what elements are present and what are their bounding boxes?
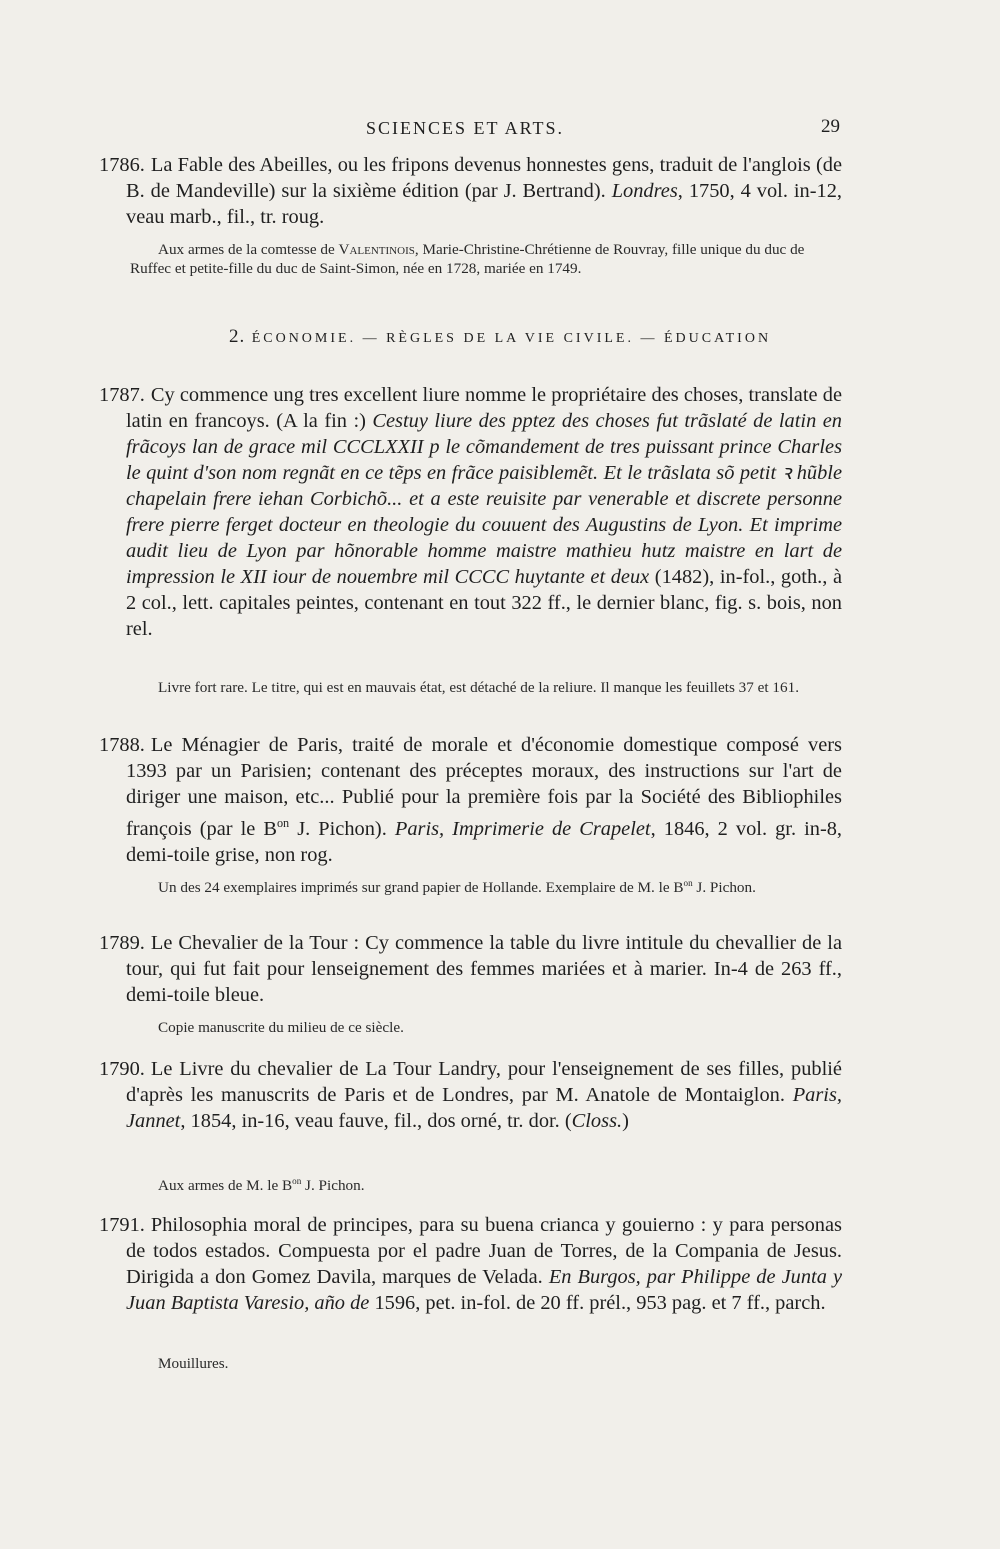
entry-1790: 1790. Le Livre du chevalier de La Tour Landry, pour l'enseignement de ses filles, publié d'après les manuscrits de Paris et de Londres, par M. Anatole de Montaiglon. Paris, Jannet, 1854, in-16, veau fauve, fil., dos orné, tr. dor. (Closs.) <box>99 1058 842 1132</box>
entry-note: Aux armes de M. le $B^{on}$ J. Pichon. <box>158 1176 365 1195</box>
entry-note: Un des 24 exemplaires imprimés sur grand papier de Hollande. Exemplaire de M. le $B^{on}$ J. Pichon. <box>158 878 756 897</box>
entry-1789: 1789. Le Chevalier de la Tour : Cy commence la table du livre intitule du chevallier de la tour, qui fut fait pour lenseignement des femmes mariées et à marier. In-4 de 263 ff., demi-toile bleue. <box>99 932 842 1006</box>
entry-note: Copie manuscrite du milieu de ce siècle. <box>158 1019 404 1036</box>
page-number: 29 <box>821 116 840 137</box>
entry-number: 1787. <box>99 384 145 406</box>
section-title: ÉCONOMIE. — RÈGLES DE LA VIE CIVILE. — ÉDUCATION <box>251 331 772 346</box>
entry-1786: 1786. La Fable des Abeilles, ou les fripons devenus honnestes gens, traduit de l'anglois (de B. de Mandeville) sur la sixième édition (par J. Bertrand). Londres, 1750, 4 vol. in-12, veau marb., fil., tr. roug. <box>99 154 842 228</box>
entry-1787: 1787. Cy commence ung tres excellent liure nomme le propriétaire des choses, translate de latin en francoys. (A la fin :) Cestuy liure des pptez des choses fut trãslaté de latin en frãcoys lan de grace mil CCCLXXII p le cõmandement de tres puissant prince Charles le quint d'son nom regnãt en ce tẽps en frãce paisiblemẽt. Et le trãslata sõ petit ꝛ hũble chapelain frere iehan Corbichõ... et a este reuisite par venerable et discrete personne frere pierre ferget docteur en theologie du couuent des Augustins de Lyon. Et imprime audit lieu de Lyon par hõnorable homme maistre mathieu hutz maistre en lart de impression le XII iour de nouembre mil CCCC huytante et deux (1482), in-fol., goth., à 2 col., lett. capitales peintes, contenant en tout 322 ff., le dernier blanc, fig. s. bois, non rel. <box>99 384 842 640</box>
entry-1791: 1791. Philosophia moral de principes, para su buena crianca y gouierno : y para personas de todos estados. Compuesta por el padre Juan de Torres, de la Compania de Jesus. Dirigida a don Gomez Davila, marques de Velada. En Burgos, par Philippe de Junta y Juan Baptista Varesio, año de 1596, pet. in-fol. de 20 ff. prél., 953 pag. et 7 ff., parch. <box>99 1214 842 1314</box>
entry-note: Aux armes de la comtesse de Valentinois, Marie-Christine-Chrétienne de Rouvray, fille unique du duc de Ruffec et petite-fille du duc de Saint-Simon, née en 1728, mariée en 1749. <box>130 241 805 277</box>
section-number: 2. <box>228 326 246 347</box>
running-head-title: SCIENCES ET ARTS. <box>365 118 565 138</box>
running-head <box>0 114 1000 144</box>
entry-number: 1790. <box>99 1058 145 1080</box>
entry-note: Livre fort rare. Le titre, qui est en mauvais état, est détaché de la reliure. Il manque les feuillets 37 et 161. <box>158 679 799 696</box>
section-heading <box>0 326 1000 348</box>
entry-number: 1788. <box>99 734 145 756</box>
entry-note: Mouillures. <box>158 1355 229 1372</box>
entry-1788: 1788. Le Ménagier de Paris, traité de morale et d'économie domestique composé vers 1393 par un Parisien; contenant des préceptes moraux, des instructions sur l'art de diriger une maison, etc... Publié pour la première fois par la Société des Bibliophiles françois (par le $B^{on}$ J. Pichon). Paris, Imprimerie de Crapelet, 1846, 2 vol. gr. in-8, demi-toile grise, non rog. <box>99 734 843 866</box>
entry-number: 1791. <box>99 1214 145 1236</box>
entry-number: 1786. <box>99 154 145 176</box>
entry-number: 1789. <box>99 932 145 954</box>
